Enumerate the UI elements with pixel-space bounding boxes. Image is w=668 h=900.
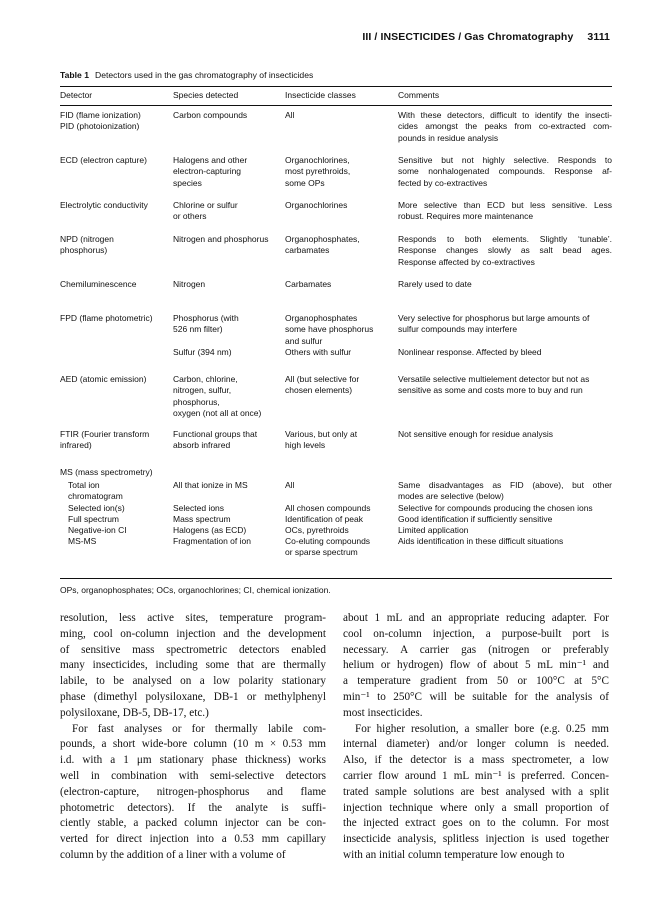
table-cell-classes: Identification of peak (285, 514, 363, 524)
table-cell-species: oxygen (not all at once) (173, 407, 262, 418)
table-cell-detector: ECD (electron capture) (60, 155, 147, 165)
body-text-line: For fast analyses or for thermally labile com- (72, 722, 326, 735)
body-text-line: helium or hydrogen) flow of about 5 mL min⁻¹ and (343, 659, 609, 672)
table-cell-species: Halogens and other (173, 155, 248, 165)
table-cell-detector: MS-MS (68, 536, 97, 546)
table-cell-comments: Same disadvantages as FID (above), but other (398, 480, 612, 490)
table-cell-comments: Selective for compounds producing the chosen ions (398, 503, 593, 513)
table-cell-species: phosphorus, (173, 396, 220, 407)
body-text-line: For higher resolution, a smaller bore (e.g. 0.25 mm (355, 722, 609, 735)
body-text-line: min⁻¹ to 250°C will be suitable for the analysis of (343, 690, 609, 703)
table-cell-species: Sulfur (394 nm) (173, 347, 232, 357)
table-cell-classes: OCs, pyrethroids (285, 525, 349, 535)
body-text-line: verted for direct injection into a 0.53 mm capillary (60, 833, 326, 846)
table-cell-species: electron-capturing (173, 166, 242, 177)
table-cell-comments: Not sensitive enough for residue analysis (398, 429, 553, 439)
body-text-line: phase (dimethyl polysiloxane, DB-1 or methylphenyl (60, 690, 326, 703)
table-cell-comments: Very selective for phosphorus but large amounts of (398, 313, 590, 323)
table-cell-classes: some have phosphorus (285, 324, 374, 335)
body-text-line: Also, if the detector is a mass spectrometer, a low (343, 754, 609, 767)
table-cell-detector: FTIR (Fourier transform (60, 429, 150, 439)
table-cell-species: Selected ions (173, 503, 225, 513)
table-cell-classes: All (285, 480, 295, 490)
section-title: III / INSECTICIDES / Gas Chromatography (362, 31, 574, 43)
table-cell-detector: FID (flame ionization) (60, 110, 141, 120)
column-header-species: Species detected (173, 90, 239, 100)
table-cell-detector: Full spectrum (68, 514, 120, 524)
table-cell-comments: pounds in residue analysis (398, 132, 499, 143)
table-cell-comments: More selective than ECD but less sensitive. Less (398, 200, 612, 210)
body-text-line: trated sample solutions are best analysed with a split (343, 785, 609, 798)
table-cell-classes: or sparse spectrum (285, 547, 358, 558)
body-text-line: pounds, a short wide-bore column (10 m × 0.53 mm (60, 738, 326, 751)
table-cell-species: Mass spectrum (173, 514, 231, 524)
table-cell-species: Carbon compounds (173, 110, 248, 120)
table-cell-detector: Negative-ion CI (68, 525, 127, 535)
table-title: Detectors used in the gas chromatography of insecticides (94, 70, 314, 80)
body-text-line: most insecticides. (343, 706, 423, 719)
body-text-line: injection technique where only a small proportion of (343, 801, 609, 814)
body-text-line: with an initial column temperature low enough to (343, 848, 565, 861)
table-cell-classes: Organophosphates, (285, 234, 360, 244)
table-cell-detector: Selected ion(s) (68, 503, 125, 513)
table-cell-comments: modes are selective (below) (398, 491, 504, 502)
column-header-detector: Detector (60, 90, 93, 100)
table-cell-classes: some OPs (285, 177, 325, 188)
body-text-line: carrier flow around 1 mL min⁻¹ is preferred. Concen- (343, 769, 609, 782)
table-cell-classes: Organochlorines (285, 200, 348, 210)
table-footnote: OPs, organophosphates; OCs, organochlorines; CI, chemical ionization. (60, 585, 331, 595)
table-top-rule (60, 86, 612, 87)
body-text-line: many insecticides, including some that are thermally (60, 659, 326, 672)
table-cell-species: nitrogen, sulfur, (173, 385, 232, 396)
body-text-line: internal diameter) and/or longer column is needed. (343, 738, 609, 751)
table-cell-comments: Sensitive but not highly selective. Responds to (398, 155, 612, 165)
body-text-line: i.d. with a 1 μm stationary phase thickness) works (60, 754, 326, 767)
table-cell-species: Nitrogen (173, 279, 206, 289)
body-text-line: necessary. A carrier gas (nitrogen or preferably (343, 643, 609, 656)
table-cell-species: Phosphorus (with (173, 313, 239, 323)
body-text-line: labile, to be analysed on a low polarity stationary (60, 675, 326, 688)
body-text-line: polysiloxane, DB-5, DB-17, etc.) (60, 706, 209, 719)
table-cell-classes: Others with sulfur (285, 347, 352, 357)
table-cell-comments: Versatile selective multielement detector but not as (398, 374, 590, 384)
table-cell-species: or others (173, 211, 207, 222)
table-cell-detector: chromatogram (68, 491, 123, 502)
body-text-line: about 1 mL and an appropriate reducing adapter. For (343, 612, 609, 624)
body-text-line: ming, cool on-column injection and the development (60, 627, 326, 640)
table-caption (60, 70, 313, 80)
table-cell-species: Functional groups that (173, 429, 258, 439)
table-cell-species: Carbon, chlorine, (173, 374, 238, 384)
table-cell-comments: Limited application (398, 525, 469, 535)
table-cell-classes: Organochlorines, (285, 155, 350, 165)
table-cell-comments: sulfur compounds may interfere (398, 324, 518, 335)
table-cell-classes: chosen elements) (285, 385, 353, 396)
table-cell-comments: With these detectors, difficult to identify the insecti- (398, 110, 612, 120)
running-header (362, 31, 610, 43)
table-header-rule (60, 105, 612, 106)
table-cell-species: Chlorine or sulfur (173, 200, 238, 210)
table-cell-species: All that ionize in MS (173, 480, 248, 490)
table-cell-classes: Organophosphates (285, 313, 358, 323)
table-cell-classes: All chosen compounds (285, 503, 371, 513)
table-cell-classes: carbamates (285, 245, 330, 256)
table-cell-classes: All (285, 110, 295, 120)
body-column-right (343, 611, 609, 864)
table-cell-detector: Total ion (68, 480, 100, 490)
table-cell-species: Fragmentation of ion (173, 536, 251, 546)
table-cell-comments: robust. Requires more maintenance (398, 211, 534, 222)
table-cell-detector: AED (atomic emission) (60, 374, 147, 384)
table-cell-detector: Chemiluminescence (60, 279, 137, 289)
table-cell-comments: Response affected by co-extractives (398, 256, 535, 267)
body-text-line: insecticide analysis, splitless injection is used together (343, 833, 609, 846)
body-text-line: well in combination with semi-selective detectors (60, 769, 326, 782)
table-cell-detector: PID (photoionization) (60, 121, 140, 132)
table-cell-species: absorb infrared (173, 440, 231, 451)
table-cell-comments: Rarely used to date (398, 279, 472, 289)
table-cell-species: species (173, 177, 202, 188)
table-cell-detector: FPD (flame photometric) (60, 313, 153, 323)
body-text-line: of sensitive mass spectrometric detectors enabled (60, 643, 326, 656)
table-cell-classes: All (but selective for (285, 374, 360, 384)
table-cell-comments: cides amongst the peaks from co-extracted com- (398, 121, 612, 132)
table-cell-comments: fected by co-extractives (398, 177, 488, 188)
body-text-line: ciently stable, a packed column injector can be con- (60, 817, 326, 830)
body-text-line: photometric detectors). If the analyte is suffi- (60, 801, 326, 814)
table-cell-species: 526 nm filter) (173, 324, 223, 335)
table-cell-detector: MS (mass spectrometry) (60, 467, 153, 477)
body-column-left (60, 611, 326, 864)
body-text-line: a temperature gradient from 50 or 100°C at 5°C (343, 675, 609, 688)
table-cell-comments: some nonhalogenated compounds. Response af- (398, 166, 612, 177)
table-cell-detector: Electrolytic conductivity (60, 200, 148, 210)
body-text-line: (electron-capture, nitrogen-phosphorus and flame (60, 785, 326, 798)
body-text-line: column by the addition of a liner with a volume of (60, 848, 286, 861)
table-cell-species: Halogens (as ECD) (173, 525, 247, 535)
table-cell-detector: phosphorus) (60, 245, 108, 256)
column-header-classes: Insecticide classes (285, 90, 356, 100)
table-cell-classes: most pyrethroids, (285, 166, 351, 177)
body-text-line: the injected extract goes on to the column. For most (343, 817, 609, 830)
page-number: 3111 (587, 31, 610, 43)
table-bottom-rule (60, 578, 612, 579)
table-label: Table 1 (60, 70, 89, 80)
body-text-line: cool on-column injection, a purpose-built port is (343, 627, 609, 640)
column-header-comments: Comments (398, 90, 440, 100)
table-cell-comments: Aids identification in these difficult situations (398, 536, 564, 546)
table-cell-comments: Response changes slowly as salt bead ages. (398, 245, 612, 256)
table-cell-species: Nitrogen and phosphorus (173, 234, 269, 244)
table-cell-classes: high levels (285, 440, 326, 451)
body-text-line: resolution, less active sites, temperature program- (60, 612, 326, 624)
table-cell-comments: Nonlinear response. Affected by bleed (398, 347, 542, 357)
table-cell-classes: Various, but only at (285, 429, 358, 439)
table-cell-comments: sensitive as some and costs more to buy and run (398, 385, 583, 396)
table-cell-classes: and sulfur (285, 335, 323, 346)
table-cell-comments: Good identification if sufficiently sensitive (398, 514, 553, 524)
table-cell-classes: Carbamates (285, 279, 332, 289)
table-cell-detector: infrared) (60, 440, 92, 451)
table-cell-comments: Responds to both elements. Slightly ‘tunable’. (398, 234, 612, 244)
table-cell-detector: NPD (nitrogen (60, 234, 114, 244)
table-cell-classes: Co-eluting compounds (285, 536, 371, 546)
